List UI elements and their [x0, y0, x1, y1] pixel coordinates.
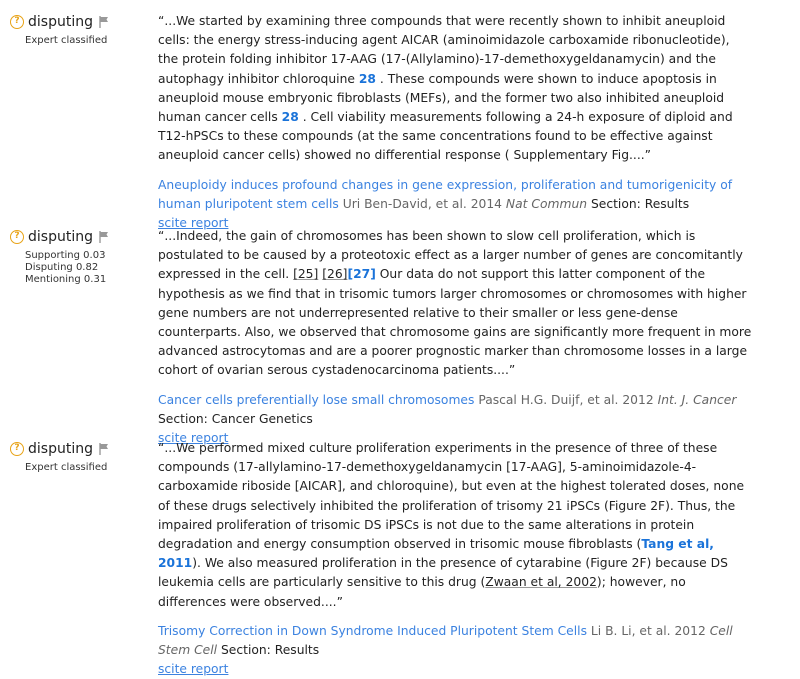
classification-row: [10, 12, 145, 32]
journal: Cell Stem Cell: [158, 623, 733, 658]
section-label: Section: Results: [590, 196, 690, 211]
reference-link[interactable]: [25]: [293, 267, 319, 282]
classification-panel: [10, 227, 145, 286]
authors: Uri Ben-David, et al. 2014: [342, 196, 502, 211]
scite-report-link[interactable]: scite report: [158, 216, 229, 231]
classification-panel: [10, 439, 145, 474]
flag-icon[interactable]: [99, 231, 109, 243]
question-icon[interactable]: ?: [10, 230, 24, 244]
citation-quote: “...We started by examining three compounds that were recently shown to inhibit aneuploid cells: the energy stress-inducing agent AICAR (aminoimidazole carboxamide ribonucleotide), the protein folding inhibitor 17-AAG (17-(Allylamino)-17-demethoxygeldanamycin) and the autophagy inhibitor chloroquine 28 . These compounds were shown to induce apoptosis in aneuploid mouse embryonic fibroblasts (MEFs), and the former two also inhibited aneuploid human cancer cells 28 . Cell viability measurements following a 24-h exposure of diploid and T12-hPSCs to these compounds (at the same concentrations found to be effective against aneuploid cancer cells) showed no differential response ( Supplementary Fig....”: [158, 14, 733, 163]
citation-meta: [158, 176, 753, 214]
scite-report-link[interactable]: scite report: [158, 431, 229, 446]
section-label: Section: Results: [221, 643, 320, 658]
flag-icon[interactable]: [99, 443, 109, 455]
question-icon[interactable]: ?: [10, 442, 24, 456]
citation-meta: [158, 391, 753, 429]
journal: Nat Commun: [505, 196, 588, 211]
reference-link[interactable]: [26]: [322, 267, 348, 282]
paper-title-link[interactable]: Trisomy Correction in Down Syndrome Induced Pluripotent Stem Cells: [158, 623, 587, 638]
paper-title-link[interactable]: Aneuploidy induces profound changes in gene expression, proliferation and tumorigenicity of human pluripotent stem cells: [158, 177, 733, 211]
authors: Pascal H.G. Duijf, et al. 2012: [478, 392, 654, 407]
classification-row: [10, 439, 145, 459]
classification-row: [10, 227, 145, 247]
authors: Li B. Li, et al. 2012: [590, 623, 706, 638]
reference-link[interactable]: Zwaan et al, 2002: [485, 575, 597, 590]
citation-body: [158, 227, 753, 448]
citation-meta: [158, 622, 753, 660]
citation-quote: “...We performed mixed culture proliferation experiments in the presence of three of these compounds (17-allylamino-17-demethoxygeldanamycin [17-AAG], 5-aminoimidazole-4-carboxamide riboside [AICAR], and chloroquine), but even at the highest tolerated doses, none of these drugs selectively inhibited the proliferation of trisomy 21 iPSCs (Figure 2F). Thus, the impaired proliferation of trisomic DS iPSCs is not due to the same alterations in protein degradation and energy consumption observed in trisomic mouse fibroblasts (Tang et al, 2011). We also measured proliferation in the presence of cytarabine (Figure 2F) because DS leukemia cells are particularly sensitive to this drug (Zwaan et al, 2002); however, no differences were observed....”: [158, 441, 745, 609]
paper-title-link[interactable]: Cancer cells preferentially lose small chromosomes: [158, 392, 475, 407]
supporting-score: Supporting 0.03: [25, 250, 106, 261]
citation-body: [158, 12, 753, 233]
classification-label: disputing: [28, 229, 93, 245]
scite-report-link[interactable]: scite report: [158, 662, 229, 677]
citation-quote: “...Indeed, the gain of chromosomes has been shown to slow cell proliferation, which is postulated to be caused by a proteotoxic effect as a larger number of genes are concomitantly expressed in the cell. [25] [26][27] Our data do not support this latter component of the hypothesis as we find that in trisomic tumors larger chromosomes or chromosomes with higher gene numbers are not underrepresented relative to their smaller or less gene-dense counterparts. Also, we observed that chromosome gains are significantly more frequent in more advanced astrocytomas and are a poorer prognostic marker than chromosome losses in a large cohort of ovarian serous cystadenocarcinoma patients....”: [158, 229, 752, 378]
journal: Int. J. Cancer: [657, 392, 737, 407]
disputing-score: Disputing 0.82: [25, 262, 99, 273]
reference-link[interactable]: 28: [358, 71, 376, 86]
reference-link[interactable]: Tang et al, 2011: [158, 537, 714, 571]
mentioning-score: Mentioning 0.31: [25, 274, 107, 285]
reference-link[interactable]: 28: [281, 110, 299, 125]
expert-classified: Expert classified: [25, 35, 108, 46]
flag-icon[interactable]: [99, 16, 109, 28]
classification-panel: [10, 12, 145, 47]
reference-link[interactable]: [27]: [347, 267, 376, 282]
expert-classified: Expert classified: [25, 462, 108, 473]
question-icon[interactable]: ?: [10, 15, 24, 29]
classification-label: disputing: [28, 14, 93, 30]
section-label: Section: Cancer Genetics: [158, 411, 313, 426]
classification-label: disputing: [28, 441, 93, 457]
citation-body: [158, 439, 753, 679]
